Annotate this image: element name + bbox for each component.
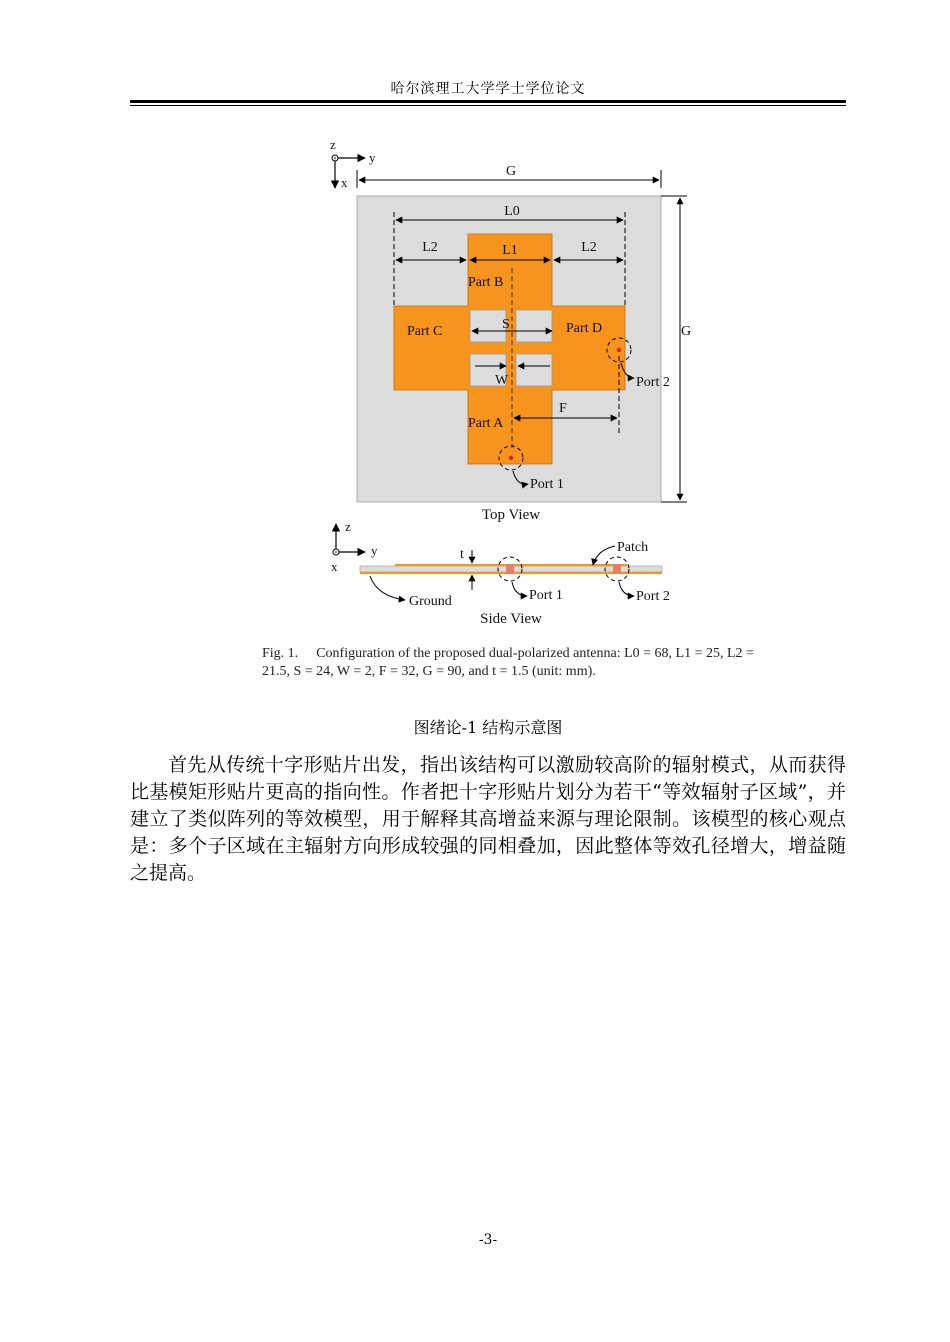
dim-t-label: t (460, 547, 464, 562)
slot-top-right (516, 310, 552, 342)
port1-side-label: Port 1 (529, 588, 563, 603)
figure-caption-english (262, 645, 782, 681)
dim-L2-left-label: L2 (422, 240, 438, 255)
body-paragraph: 首先从传统十字形贴片出发，指出该结构可以激励较高阶的辐射模式，从而获得比基模矩形贴片更高的指向性。作者把十字形贴片划分为若干“等效辐射子区域”，并建立了类似阵列的等效模型，用于解释其高增益来源与理论限制。该模型的核心观点是：多个子区域在主辐射方向形成较强的同相叠加，因此整体等效孔径增大，增益随之提高。 (130, 754, 846, 884)
slot-bottom-right (516, 354, 552, 386)
ground-label: Ground (409, 594, 452, 609)
dim-L2-right-label: L2 (581, 240, 597, 255)
running-header: 哈尔滨理工大学学士学位论文 (390, 81, 586, 97)
dim-G-right-label: G (681, 324, 692, 339)
header-rule-thick (130, 100, 846, 103)
port2-top-label: Port 2 (636, 375, 670, 390)
patch-label: Patch (617, 540, 649, 555)
label-part-a: Part A (468, 416, 504, 431)
dim-S-label: S (502, 317, 510, 332)
figure-caption-chinese: 图绪论-1 结构示意图 (413, 718, 563, 737)
axis-x-label: x (341, 175, 348, 190)
dim-L1-label: L1 (502, 243, 518, 258)
port1-top-label: Port 1 (530, 477, 564, 492)
dim-L0-label: L0 (504, 204, 520, 219)
label-part-d: Part D (566, 321, 603, 336)
figure-caption-text: Configuration of the proposed dual-polarized antenna: L0 = 68, L1 = 25, L2 = 21.5, S = 24, W = 2, F = 32, G = 90, and t = 1.5 (unit: mm). (262, 646, 754, 679)
label-part-c: Part C (407, 324, 443, 339)
label-part-b: Part B (468, 275, 504, 290)
side-axis-y-label: y (371, 543, 378, 558)
axis-z-label: z (330, 138, 336, 152)
patch-callout (593, 540, 648, 565)
side-axis-x-label: x (331, 559, 338, 574)
figure-caption-label: Fig. 1. (262, 646, 299, 661)
dim-G-top (357, 164, 661, 188)
dim-W-label: W (495, 373, 509, 388)
ground-callout (370, 576, 452, 609)
dim-G-label: G (505, 164, 517, 179)
dim-G-right (661, 196, 691, 502)
slot-top-left (470, 310, 506, 342)
top-view-label: Top View (481, 507, 541, 523)
port1-side (498, 557, 563, 603)
side-axis-z-label: z (345, 519, 351, 534)
header-rule-thin (130, 105, 846, 106)
page-number: -3- (478, 1232, 498, 1248)
side-view-label: Side View (480, 611, 542, 627)
axes-top (330, 138, 376, 190)
axis-y-label: y (369, 150, 376, 165)
antenna-figure (325, 138, 705, 628)
port2-side-label: Port 2 (636, 589, 670, 604)
port2-side (605, 557, 670, 604)
dim-F-label: F (559, 401, 567, 416)
